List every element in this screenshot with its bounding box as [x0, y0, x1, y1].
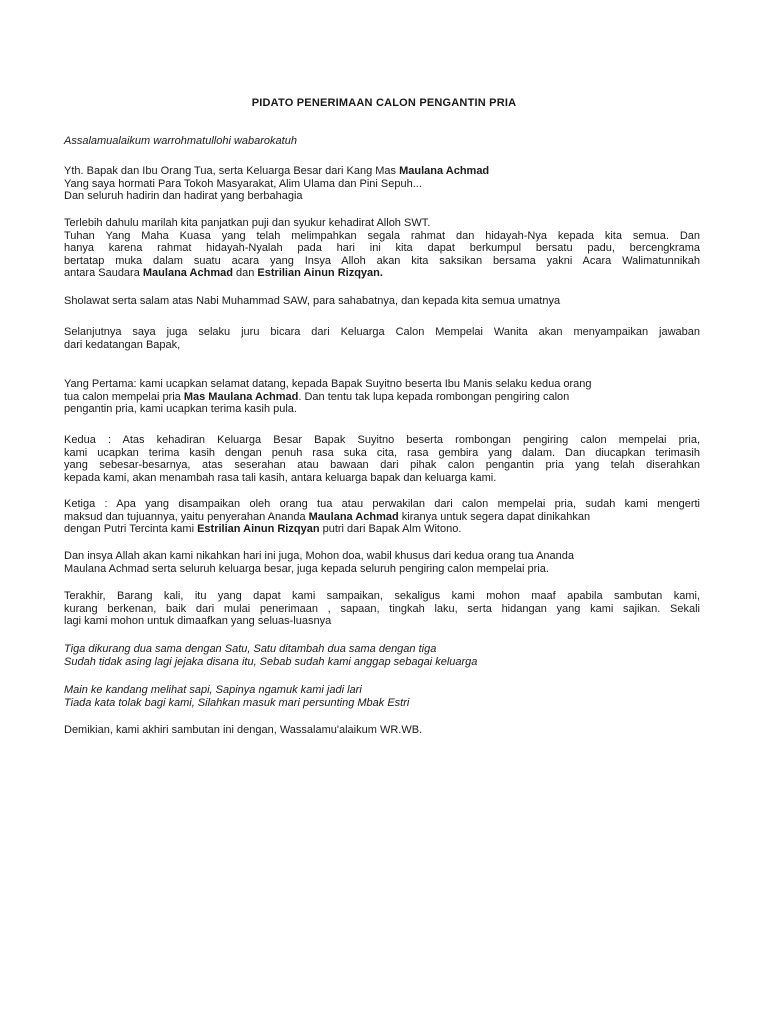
paragraph-line: Kedua : Atas kehadiran Keluarga Besar Bapak Suyitno beserta rombongan pengiring calon mempelai pria,	[64, 434, 700, 446]
sholawat-paragraph	[64, 295, 700, 308]
prayer-paragraph	[64, 550, 700, 575]
address-line: Yang saya hormati Para Tokoh Masyarakat, Alim Ulama dan Pini Sepuh...	[64, 177, 422, 190]
paragraph-line: Tuhan Yang Maha Kuasa yang telah melimpahkan segala rahmat dan hidayah-Nya kepada kita semua. Dan	[64, 229, 700, 242]
pantun-two	[64, 684, 700, 709]
paragraph-line: Demikian, kami akhiri sambutan ini dengan, Wassalamu'alaikum WR.WB.	[64, 724, 423, 736]
paragraph-line: Ketiga : Apa yang disampaikan oleh orang tua atau perwakilan dari calon mempelai pria, sudah kami mengerti	[64, 498, 700, 510]
pantun-one	[64, 643, 700, 668]
pantun-line: Tiada kata tolak bagi kami, Silahkan masuk mari persunting Mbak Estri	[64, 696, 410, 709]
first-point-paragraph	[64, 378, 700, 416]
pantun-line: Main ke kandang melihat sapi, Sapinya ngamuk kami jadi lari	[64, 684, 362, 696]
paragraph-line: kami ucapkan terima kasih dengan penuh rasa suka cita, rasa gembira yang dalam. Dan diucapkan terimasih	[64, 446, 700, 459]
paragraph-line: Dan insya Allah akan kami nikahkan hari ini juga, Mohon doa, wabil khusus dari kedua orang tua Ananda	[64, 550, 574, 562]
paragraph-line: dari kedatangan Bapak,	[64, 338, 181, 351]
paragraph-line: antara Saudara Maulana Achmad dan Estrilian Ainun Rizqyan.	[64, 267, 383, 279]
paragraph-line: bertatap muka dalam suatu acara yang Insya Alloh akan kita saksikan bersama yakni Acara Walimatunnikah	[64, 254, 700, 267]
document-title: PIDATO PENERIMAAN CALON PENGANTIN PRIA	[251, 97, 517, 109]
closing-apology-paragraph	[64, 590, 700, 628]
address-paragraph	[64, 165, 700, 203]
paragraph-line: pengantin pria, kami ucapkan terima kasih pula.	[64, 403, 297, 415]
paragraph-line: kurang berkenan, baik dari mulai penerimaan , sapaan, tingkah laku, serta hidangan yang kami sajikan. Sekali	[64, 602, 700, 615]
greeting-text: Assalamualaikum warrohmatullohi wabarokatuh	[64, 135, 297, 147]
paragraph-line: yang sebesar-besarnya, atas seserahan atau bawaan dari pihak calon pengantin pria yang telah diserahkan	[64, 459, 700, 471]
address-line: Yth. Bapak dan Ibu Orang Tua, serta Keluarga Besar dari Kang Mas Maulana Achmad	[64, 165, 490, 177]
pantun-line: Sudah tidak asing lagi jejaka disana itu, Sebab sudah kami anggap sebagai keluarga	[64, 655, 478, 668]
paragraph-line: Yang Pertama: kami ucapkan selamat datang, kepada Bapak Suyitno beserta Ibu Manis selaku kedua orang	[64, 378, 592, 390]
paragraph-line: tua calon mempelai pria Mas Maulana Achmad. Dan tentu tak lupa kepada rombongan pengiring calon	[64, 390, 570, 403]
third-point-paragraph	[64, 498, 700, 536]
paragraph-line: lagi kami mohon untuk dimaafkan yang seluas-luasnya	[64, 615, 332, 627]
paragraph-line: Sholawat serta salam atas Nabi Muhammad SAW, para sahabatnya, dan kepada kita semua umatnya	[64, 295, 561, 307]
paragraph-line: Terakhir, Barang kali, itu yang dapat kami sampaikan, sekaligus kami mohon maaf apabila sambutan kami,	[64, 590, 700, 602]
pantun-line: Tiga dikurang dua sama dengan Satu, Satu ditambah dua sama dengan tiga	[64, 643, 437, 655]
paragraph-line: Terlebih dahulu marilah kita panjatkan puji dan syukur kehadirat Alloh SWT.	[64, 217, 431, 229]
closing-salutation	[64, 724, 700, 737]
address-line: Dan seluruh hadirin dan hadirat yang berbahagia	[64, 190, 303, 202]
paragraph-line: maksud dan tujuannya, yaitu penyerahan Ananda Maulana Achmad kiranya untuk segera dapat dinikahkan	[64, 510, 591, 523]
paragraph-line: Selanjutnya saya juga selaku juru bicara dari Keluarga Calon Mempelai Wanita akan menyampaikan jawaban	[64, 326, 700, 338]
greeting	[64, 135, 700, 148]
second-point-paragraph	[64, 434, 700, 484]
paragraph-line: hanya karena rahmat hidayah-Nyalah pada hari ini kita dapat berkumpul bersatu padu, bercengkrama	[64, 242, 700, 254]
intro-paragraph	[64, 326, 700, 351]
paragraph-line: Maulana Achmad serta seluruh keluarga besar, juga kepada seluruh pengiring calon mempelai pria.	[64, 562, 549, 575]
opening-paragraph	[64, 217, 700, 280]
paragraph-line: kepada kami, akan menambah rasa tali kasih, antara keluarga bapak dan keluarga kami.	[64, 471, 497, 484]
paragraph-line: dengan Putri Tercinta kami Estrilian Ainun Rizqyan putri dari Bapak Alm Witono.	[64, 523, 462, 535]
groom-name: Maulana Achmad	[399, 165, 490, 177]
